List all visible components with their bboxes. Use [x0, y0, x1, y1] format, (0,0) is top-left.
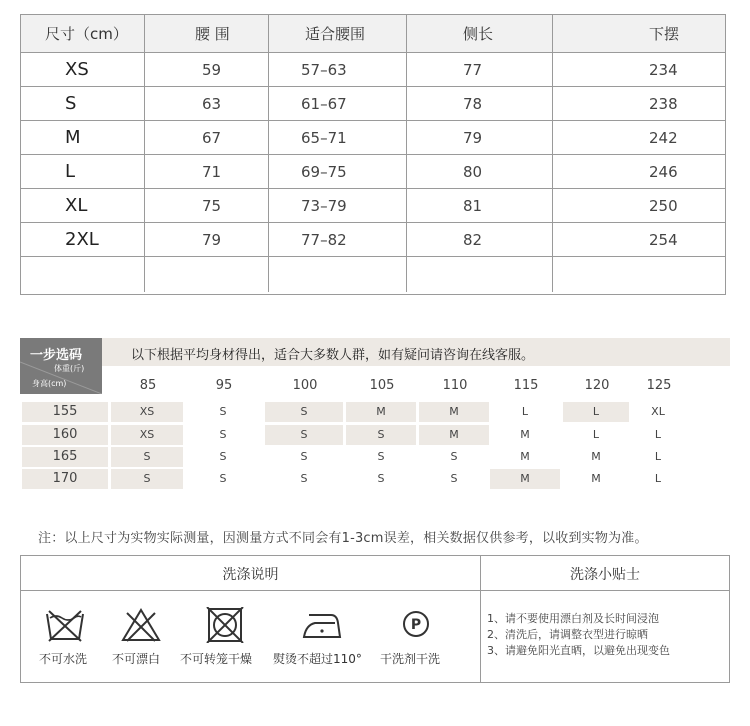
empty-cell [21, 257, 145, 292]
size-recommendation-cell: M [419, 402, 489, 422]
weight-header: 85 [139, 378, 157, 393]
weight-header: 115 [513, 378, 539, 393]
size-recommendation-cell: XS [111, 402, 183, 422]
waist-cell: 67 [145, 121, 269, 154]
size-recommendation-cell: L [654, 450, 662, 463]
care-divider-horizontal [21, 590, 729, 591]
size-recommendation-cell: M [346, 402, 416, 422]
side-length-cell: 82 [407, 223, 553, 256]
size-recommendation-cell: S [219, 405, 227, 418]
height-header: 155 [22, 402, 108, 422]
size-recommendation-cell: XS [111, 425, 183, 445]
size-recommendation-cell: S [300, 472, 308, 485]
size-recommendation-cell: L [654, 428, 662, 441]
hem-cell: 234 [649, 60, 678, 79]
dry-clean-icon [395, 607, 437, 643]
care-title: 洗涤说明 [222, 567, 279, 583]
size-recommendation-cell: M [591, 472, 601, 485]
weight-header: 120 [584, 378, 610, 393]
empty-cell [145, 257, 269, 292]
waist-cell: 71 [145, 155, 269, 188]
size-recommendation-cell: S [219, 450, 227, 463]
dry-clean-symbol: P [410, 617, 422, 633]
size-recommendation-cell: L [592, 428, 600, 441]
side-length-cell: 77 [407, 53, 553, 86]
size-recommendation-cell: S [450, 472, 458, 485]
size-recommendation-cell: S [219, 428, 227, 441]
size-recommendation-cell: S [450, 450, 458, 463]
hem-cell: 238 [649, 94, 678, 113]
size-recommendation-cell: M [490, 469, 560, 489]
fit-waist-cell: 77–82 [269, 223, 407, 256]
size-row [21, 155, 725, 189]
size-table [20, 14, 726, 295]
size-recommendation-cell: S [377, 472, 385, 485]
weight-header: 105 [369, 378, 395, 393]
header-fit-waist: 适合腰围 [269, 15, 407, 52]
icon-label: 不可漂白 [112, 652, 161, 666]
size-table-header [21, 15, 725, 53]
size-cell: M [21, 121, 145, 154]
size-row [21, 223, 725, 257]
weight-header: 125 [646, 378, 672, 393]
hem-cell: 242 [649, 128, 678, 147]
size-recommendation-cell: S [265, 402, 343, 422]
empty-cell [553, 257, 725, 292]
size-recommendation-cell: S [377, 450, 385, 463]
side-length-cell: 80 [407, 155, 553, 188]
weight-header: 95 [215, 378, 233, 393]
hem-cell: 250 [649, 196, 678, 215]
size-guide-title: 一步选码 [30, 348, 83, 363]
fit-waist-cell: 73–79 [269, 189, 407, 222]
care-section [20, 555, 730, 683]
size-recommendation-cell: M [419, 425, 489, 445]
size-recommendation-cell: L [521, 405, 529, 418]
fit-waist-cell: 69–75 [269, 155, 407, 188]
tip-item: 3、请避免阳光直晒，以避免出现变色 [487, 644, 670, 657]
size-recommendation-cell: M [591, 450, 601, 463]
size-recommendation-cell: XL [651, 405, 665, 418]
no-tumble-dry-icon [204, 607, 246, 643]
icon-label: 不可水洗 [39, 652, 88, 666]
size-cell: L [21, 155, 145, 188]
hem-cell: 254 [649, 230, 678, 249]
empty-cell [269, 257, 407, 292]
no-wash-icon [44, 607, 86, 643]
size-recommendation-cell: L [563, 402, 629, 422]
icon-label: 不可转笼干燥 [180, 652, 253, 666]
size-cell: 2XL [21, 223, 145, 256]
waist-cell: 79 [145, 223, 269, 256]
size-guide-label-box [20, 338, 102, 394]
size-recommendation-cell: M [520, 450, 530, 463]
size-row [21, 53, 725, 87]
size-guide-description: 以下根据平均身材得出，适合大多数人群，如有疑问请咨询在线客服。 [131, 348, 535, 363]
iron-icon [301, 607, 343, 643]
size-recommendation-cell: M [520, 428, 530, 441]
tips-title: 洗涤小贴士 [570, 567, 640, 583]
size-cell: XL [21, 189, 145, 222]
fit-waist-cell: 65–71 [269, 121, 407, 154]
header-side-length: 侧长 [407, 15, 553, 52]
size-row-empty [21, 257, 725, 292]
weight-header: 100 [292, 378, 318, 393]
size-recommendation-cell: S [300, 450, 308, 463]
no-bleach-icon [120, 607, 162, 643]
size-row [21, 121, 725, 155]
hem-cell: 246 [649, 162, 678, 181]
weight-axis-label: 体重(斤) [54, 364, 85, 373]
size-row [21, 189, 725, 223]
waist-cell: 59 [145, 53, 269, 86]
size-cell: XS [21, 53, 145, 86]
height-header: 165 [22, 447, 108, 467]
weight-header: 110 [442, 378, 468, 393]
height-header: 160 [22, 425, 108, 445]
size-row [21, 87, 725, 121]
waist-cell: 63 [145, 87, 269, 120]
fit-waist-cell: 57–63 [269, 53, 407, 86]
size-cell: S [21, 87, 145, 120]
icon-label: 熨烫不超过110° [273, 652, 362, 666]
tip-item: 1、请不要使用漂白剂及长时间浸泡 [487, 612, 659, 625]
side-length-cell: 79 [407, 121, 553, 154]
size-recommendation-cell: S [111, 447, 183, 467]
fit-waist-cell: 61–67 [269, 87, 407, 120]
header-hem: 下摆 [649, 25, 680, 43]
tip-item: 2、清洗后，请调整衣型进行晾晒 [487, 628, 648, 641]
icon-label: 干洗剂干洗 [380, 652, 441, 666]
header-waist: 腰 围 [145, 15, 269, 52]
size-recommendation-cell: S [265, 425, 343, 445]
waist-cell: 75 [145, 189, 269, 222]
empty-cell [407, 257, 553, 292]
height-header: 170 [22, 469, 108, 489]
size-recommendation-cell: S [346, 425, 416, 445]
size-recommendation-cell: S [111, 469, 183, 489]
side-length-cell: 81 [407, 189, 553, 222]
size-recommendation-cell: L [654, 472, 662, 485]
height-axis-label: 身高(cm) [32, 379, 67, 388]
measurement-note: 注：以上尺寸为实物实际测量，因测量方式不同会有1-3cm误差，相关数据仅供参考，以收到实物为准。 [38, 531, 648, 546]
header-size: 尺寸（cm） [21, 15, 145, 52]
side-length-cell: 78 [407, 87, 553, 120]
size-recommendation-cell: S [219, 472, 227, 485]
